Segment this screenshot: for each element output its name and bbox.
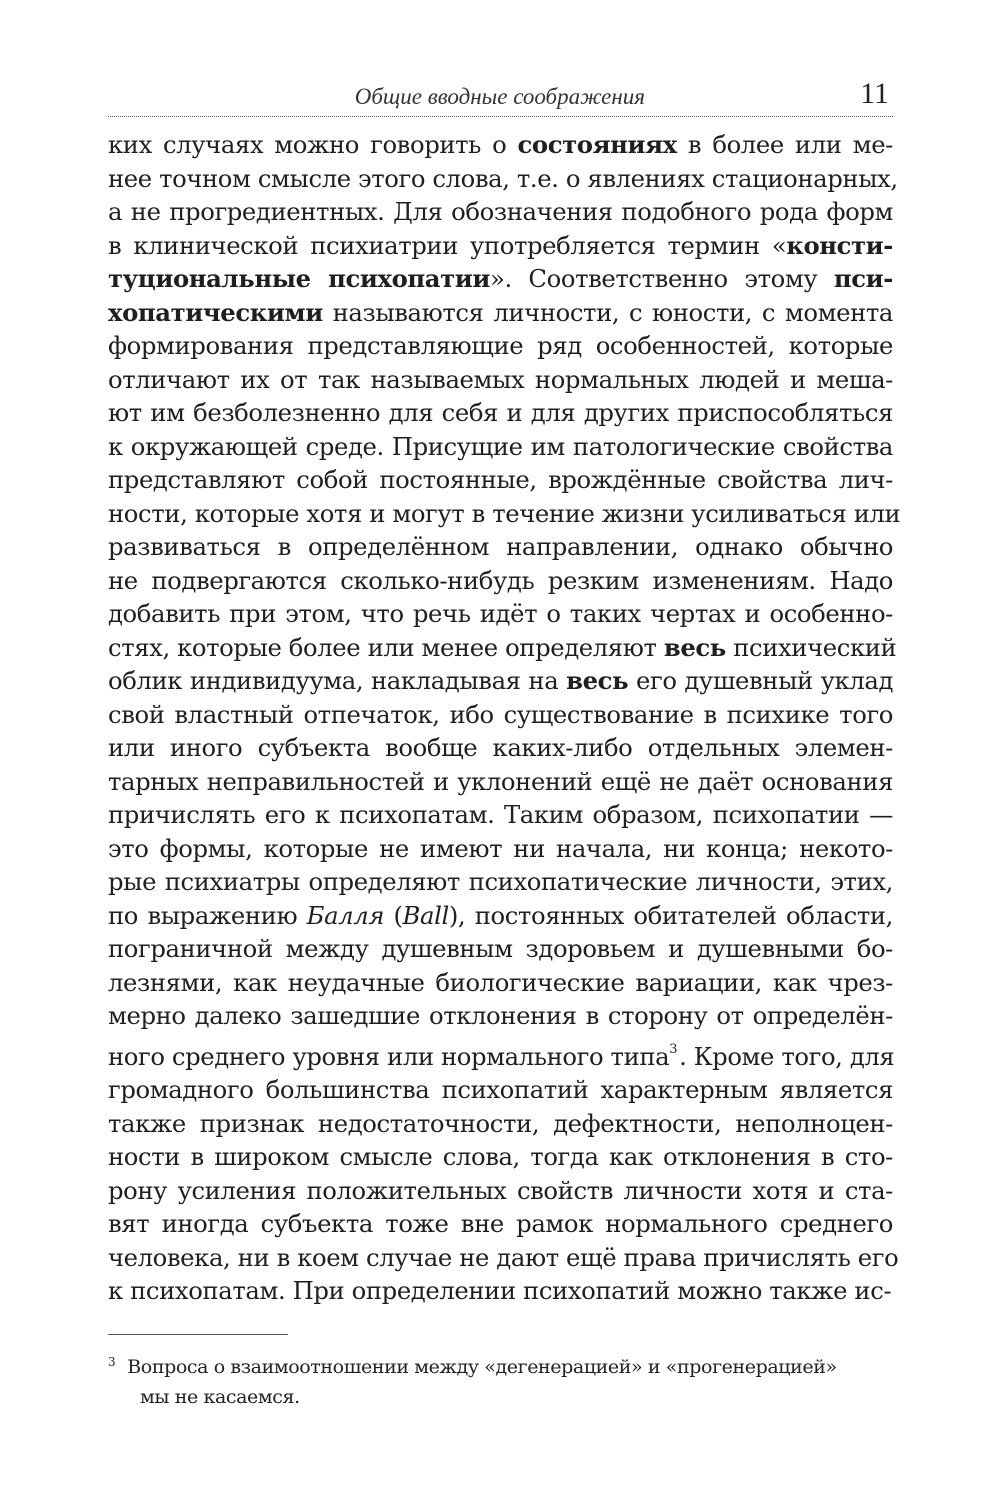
text-line: по выражению Балля (Ball), постоянных обитателей области, — [108, 900, 893, 930]
text-line: отличают их от так называемых нормальных людей и меша- — [108, 364, 893, 394]
text-line: формирования представляющие ряд особенностей, которые — [108, 331, 893, 360]
text-line: а не прогредиентных. Для обозначения подобного рода форм — [108, 197, 893, 226]
text-line: свой властный отпечаток, ибо существование в психике того — [108, 699, 893, 729]
text-line: это формы, которые не имеют ни начала, ни конца; некото- — [108, 833, 893, 863]
text-line: в клинической психиатрии употребляется термин «консти- — [108, 230, 893, 260]
text-line: или иного субъекта вообще каких-либо отдельных элемен- — [108, 733, 893, 762]
text-line: ют им безболезненно для себя и для других приспособляться — [108, 398, 893, 427]
text-line: не подвергаются сколько-нибудь резким изменениям. Надо — [108, 565, 893, 595]
text-line: причислять его к психопатам. Таким образом, психопатии — — [108, 800, 893, 829]
footnote-text-line-2: мы не касаемся. — [140, 1386, 300, 1408]
footnote-separator — [108, 1334, 288, 1335]
text-line: громадного большинства психопатий характерным является — [108, 1075, 893, 1104]
text-line: мерно далеко зашедшие отклонения в сторону от определён- — [108, 1001, 893, 1030]
text-line: хопатическими называются личности, с юности, с момента — [108, 297, 893, 327]
text-line: к окружающей среде. Присущие им патологические свойства — [108, 431, 893, 461]
text-line: стях, которые более или менее определяют весь психический — [108, 632, 897, 662]
text-line: также признак недостаточности, дефектности, неполноцен- — [108, 1108, 893, 1138]
text-line: тарных неправильностей и уклонений ещё не даёт основания — [108, 766, 893, 796]
footnote — [108, 1347, 893, 1412]
page-number: 11 — [860, 77, 889, 110]
footnote-number: 3 — [108, 1355, 116, 1369]
text-line: ного среднего уровня или нормального типа$^3$. Кроме того, для — [108, 1041, 895, 1071]
text-line: ких случаях можно говорить о состояниях в более или ме- — [108, 130, 893, 159]
text-line: рые психиатры определяют психопатические личности, этих, — [108, 867, 893, 896]
text-line: рону усиления положительных свойств личности хотя и ста- — [108, 1175, 893, 1205]
text-line: добавить при этом, что речь идёт о таких чертах и особенно- — [108, 599, 893, 628]
text-line: ности в широком смысле слова, тогда как отклонения в сто- — [108, 1142, 893, 1171]
text-line: ности, которые хотя и могут в течение жизни усиливаться или — [108, 498, 901, 528]
text-line: человека, ни в коем случае не дают ещё права причислять его — [108, 1242, 899, 1272]
body-text — [108, 128, 901, 1308]
text-line: развиваться в определённом направлении, однако обычно — [108, 532, 893, 561]
footnote-text-line-1: Вопроса о взаимоотношении между «дегенерацией» и «прогенерацией» — [127, 1356, 837, 1378]
text-line: лезнями, как неудачные биологические вариации, как чрез- — [108, 967, 893, 997]
running-title: Общие вводные соображения — [354, 84, 645, 109]
text-line: пограничной между душевным здоровьем и душевными бо- — [108, 934, 893, 963]
text-line: облик индивидуума, накладывая на весь его душевный уклад — [108, 666, 894, 695]
running-header — [108, 78, 893, 117]
text-line: туциональные психопатии». Соответственно этому пси- — [108, 264, 893, 293]
text-line: к психопатам. При определении психопатий можно также ис- — [108, 1276, 892, 1305]
text-line: представляют собой постоянные, врождённые свойства лич- — [108, 465, 893, 494]
text-line: нее точном смысле этого слова, т.е. о явлениях стационарных, — [108, 163, 898, 193]
text-line: вят иногда субъекта тоже вне рамок нормального среднего — [108, 1209, 893, 1238]
